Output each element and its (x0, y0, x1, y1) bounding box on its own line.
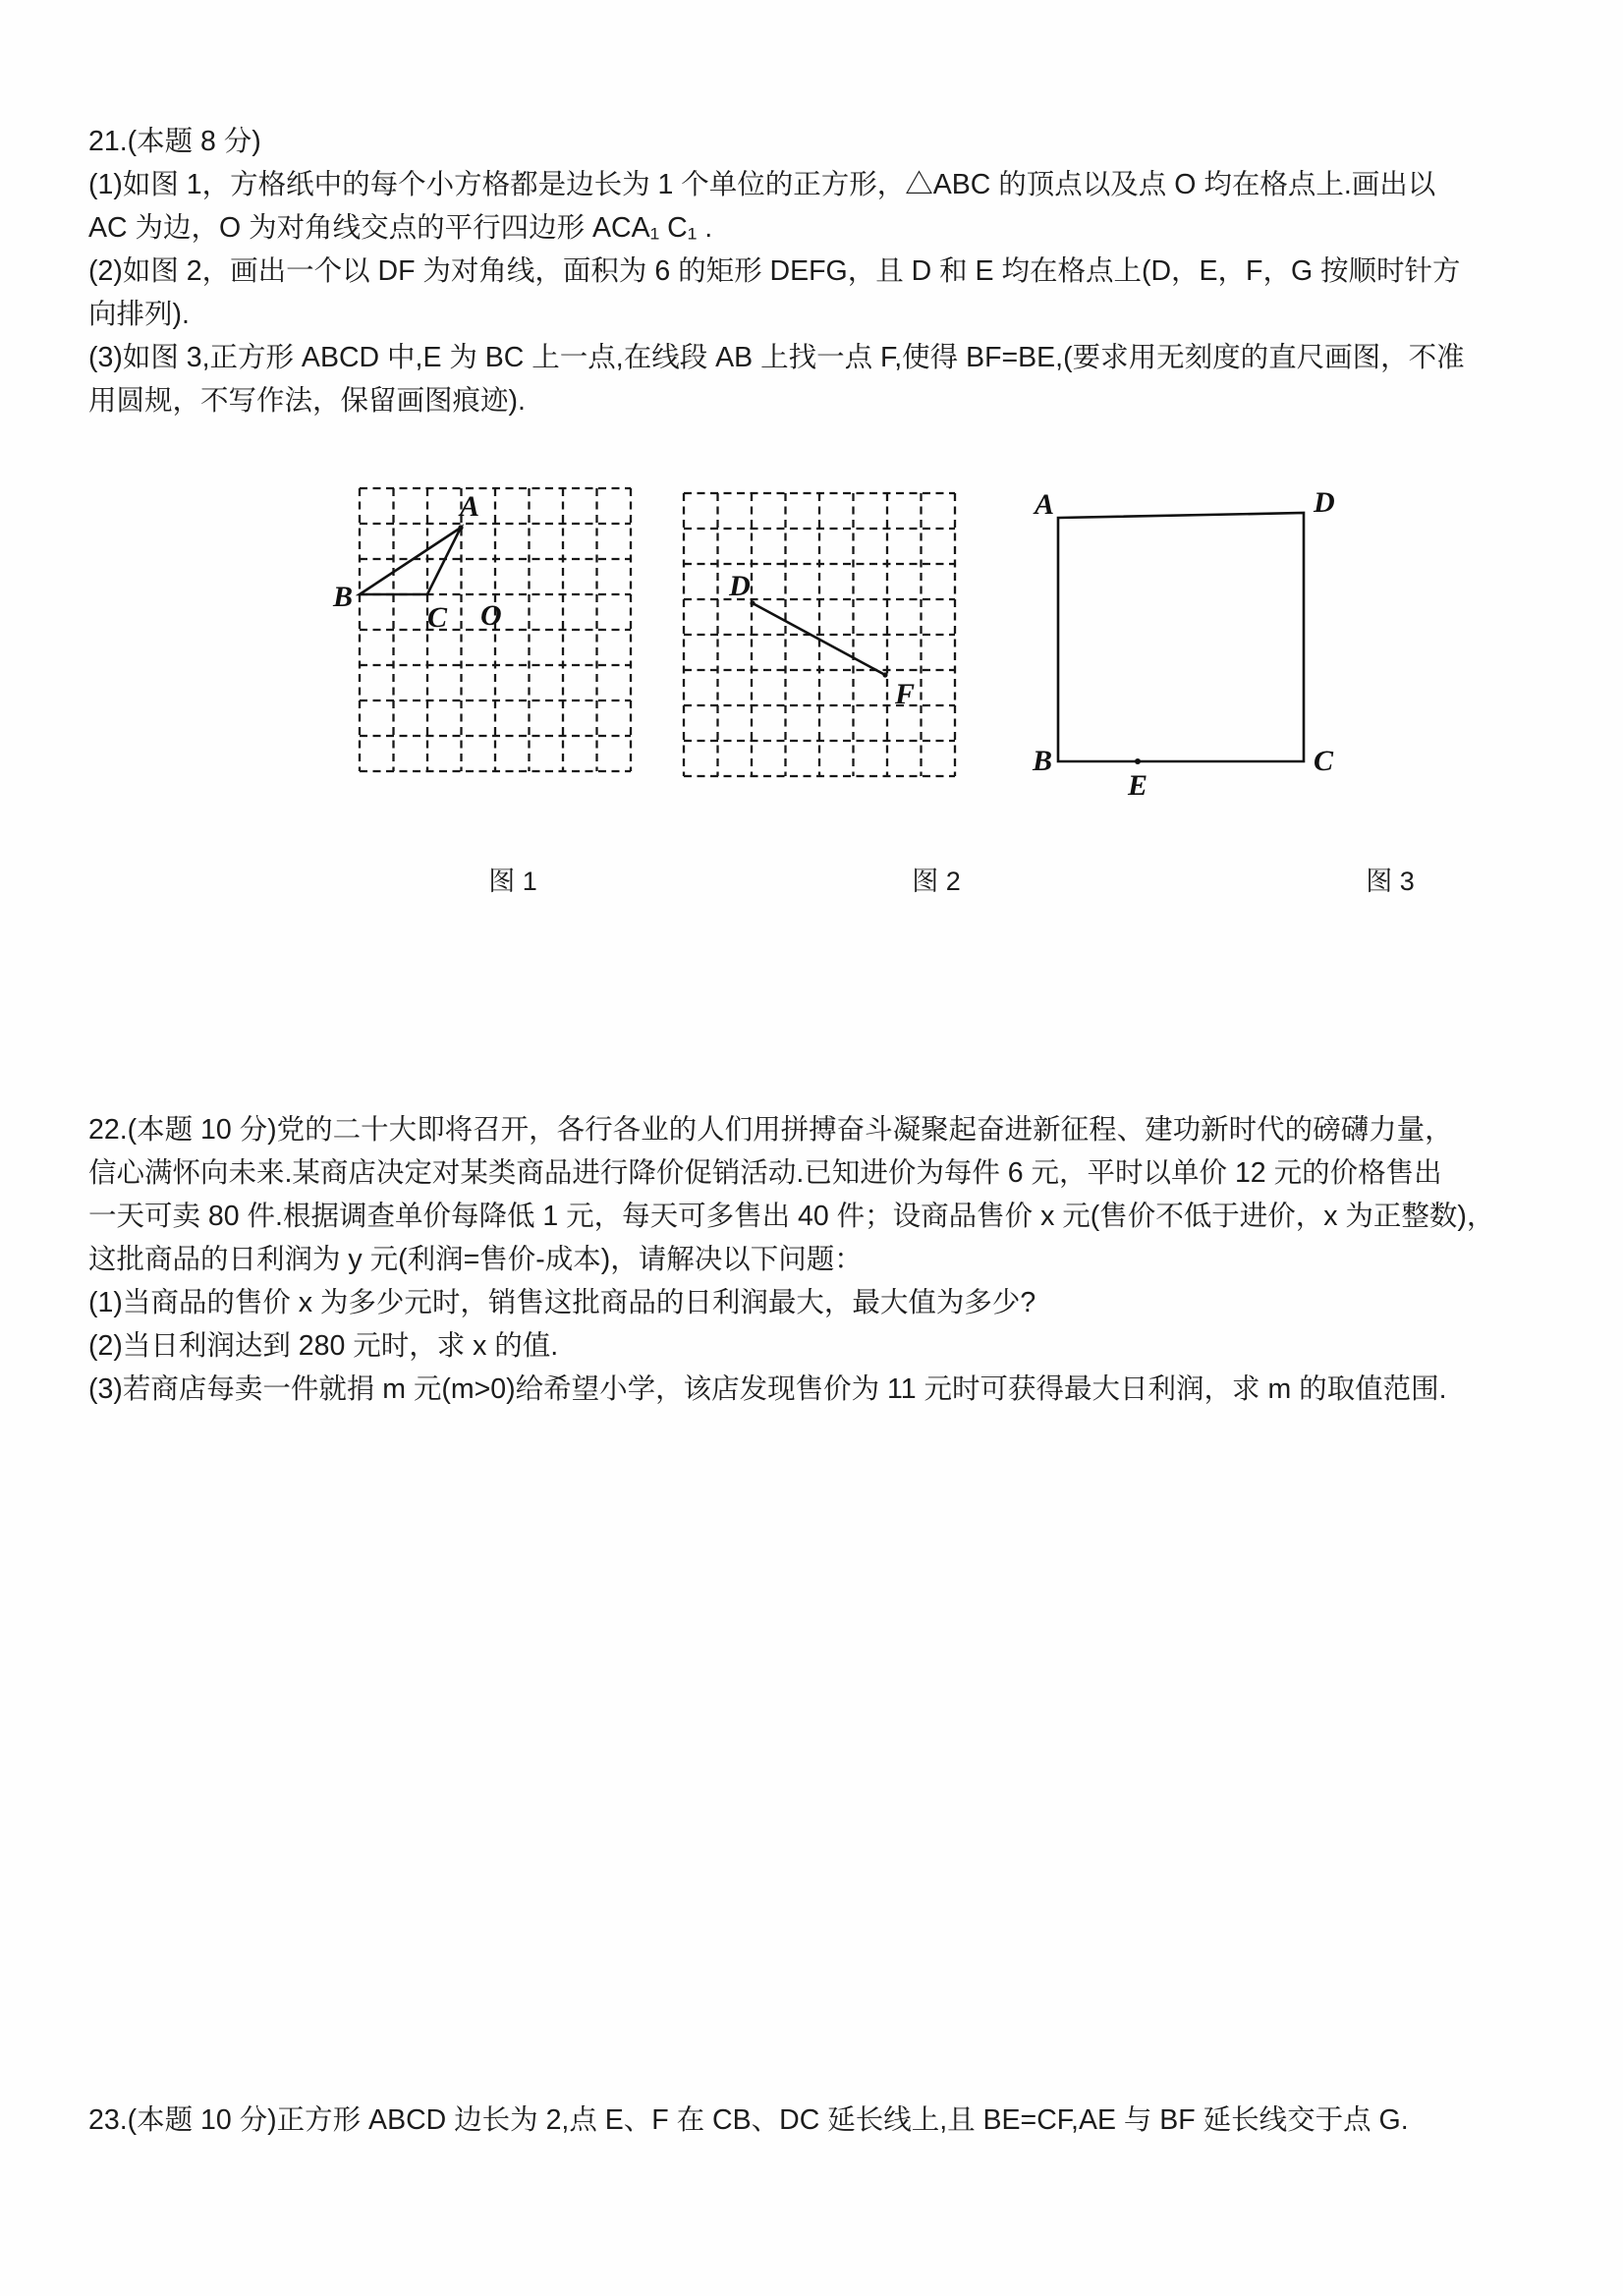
problem-21-part1-line1: (1)如图 1，方格纸中的每个小方格都是边长为 1 个单位的正方形，△ABC 的顶点以及点 O 均在格点上.画出以 (88, 169, 1436, 200)
label-a: A (1034, 488, 1054, 521)
problem-22 (88, 1108, 1554, 1411)
problem-21-header: 21.(本题 8 分) (88, 126, 261, 157)
vertex-a-point (458, 525, 463, 530)
label-c: C (1314, 745, 1334, 777)
triangle-abc (360, 528, 461, 594)
figure-1-grid-triangle (332, 486, 634, 777)
problem-21 (88, 120, 1554, 422)
point-d (750, 600, 755, 605)
problem-22-part2: (2)当日利润达到 280 元时，求 x 的值. (88, 1330, 559, 1362)
label-f: F (894, 678, 916, 710)
problem-22-part3: (3)若商店每卖一件就捐 m 元(m>0)给希望小学，该店发现售价为 11 元时可获得最大日利润，求 m 的取值范围. (88, 1373, 1447, 1405)
figure-1-caption: 图 1 (488, 867, 537, 896)
label-b: B (1032, 745, 1052, 777)
label-a: A (459, 490, 480, 523)
label-e: E (1127, 769, 1148, 802)
problem-21-part2-line2: 向排列). (88, 299, 190, 330)
label-b: B (332, 581, 353, 613)
label-c: C (426, 601, 448, 634)
problem-21-part3-line1: (3)如图 3,正方形 ABCD 中,E 为 BC 上一点,在线段 AB 上找一点 F,使得 BF=BE,(要求用无刻度的直尺画图，不准 (88, 342, 1465, 373)
problem-21-part1-line2: AC 为边，O 为对角线交点的平行四边形 ACA₁ C₁ . (88, 212, 713, 244)
square-abcd (1058, 513, 1304, 761)
problem-23 (88, 2099, 1554, 2142)
figure-3-caption: 图 3 (1366, 867, 1415, 896)
label-o: O (480, 599, 502, 632)
problem-22-part1: (1)当商品的售价 x 为多少元时，销售这批商品的日利润最大，最大值为多少? (88, 1287, 1036, 1318)
grid-lines (684, 493, 955, 776)
label-d: D (729, 570, 751, 602)
problem-22-line3: 一天可卖 80 件.根据调查单价每降低 1 元，每天可多售出 40 件；设商品售价 x 元(售价不低于进价，x 为正整数)， (88, 1201, 1495, 1232)
problem-21-part3-line2: 用圆规，不写作法，保留画图痕迹). (88, 385, 526, 417)
figure-3-square (1022, 487, 1348, 802)
problem-22-line4: 这批商品的日利润为 y 元(利润=售价-成本)，请解决以下问题： (88, 1244, 863, 1275)
point-f (882, 672, 887, 677)
figure-2-grid-diagonal (683, 491, 958, 782)
point-e (1135, 758, 1141, 764)
problem-22-line2: 信心满怀向未来.某商店决定对某类商品进行降价促销活动.已知进价为每件 6 元，平时以单价 12 元的价格售出 (88, 1157, 1442, 1189)
problem-23-line1: 23.(本题 10 分)正方形 ABCD 边长为 2,点 E、F 在 CB、DC 延长线上,且 BE=CF,AE 与 BF 延长线交于点 G. (88, 2104, 1409, 2136)
problem-21-part2-line1: (2)如图 2，画出一个以 DF 为对角线，面积为 6 的矩形 DEFG，且 D 和 E 均在格点上(D，E，F，G 按顺时针方 (88, 255, 1461, 287)
figure-2-caption: 图 2 (912, 867, 961, 896)
problem-22-line1: 22.(本题 10 分)党的二十大即将召开，各行各业的人们用拼搏奋斗凝聚起奋进新征程、建功新时代的磅礴力量， (88, 1114, 1453, 1146)
label-d: D (1314, 486, 1335, 519)
